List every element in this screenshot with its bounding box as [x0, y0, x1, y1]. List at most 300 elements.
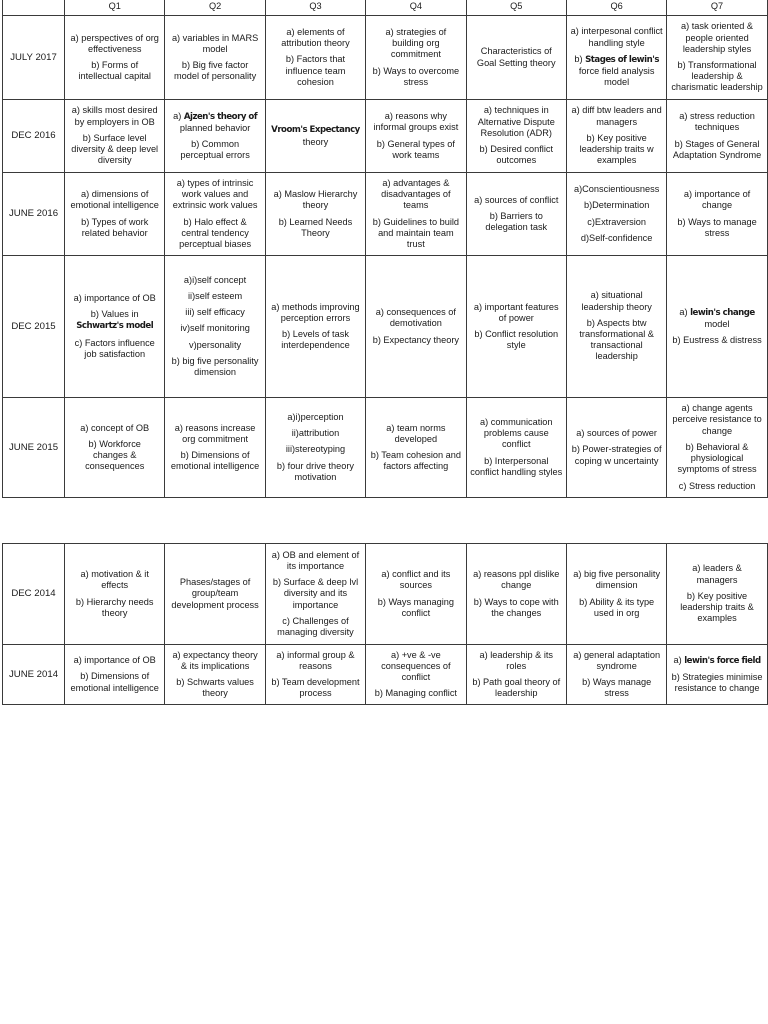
emphasized-text: lewin's force field	[684, 655, 761, 666]
cell-line: force field analysis	[578, 66, 655, 77]
question-cell-q3	[265, 544, 365, 645]
cell-line: a) leaders &	[692, 563, 742, 574]
cell-line: motivation	[294, 471, 337, 482]
cell-line: a) change agents	[681, 403, 753, 414]
cell-line: a) elements of	[286, 26, 345, 37]
header-q4: Q4	[366, 0, 466, 16]
cell-line: interdependence	[281, 340, 350, 351]
cell-line: a) methods improving	[271, 301, 360, 312]
cell-line: b) Hierarchy needs	[75, 596, 154, 607]
cell-line: changes &	[92, 450, 137, 460]
header-corner	[3, 0, 65, 16]
question-cell-q4	[366, 16, 466, 100]
emphasized-text: Vroom's Expectancy	[271, 125, 360, 136]
cell-line: dimension	[595, 580, 638, 591]
topic-paragraph	[470, 329, 563, 351]
topic-paragraph	[168, 356, 261, 378]
cell-line: a) team norms	[386, 422, 446, 433]
cell-line: b) Forms of	[91, 60, 139, 70]
question-cell-q2	[165, 398, 265, 498]
question-cell-q7	[667, 398, 767, 498]
topic-paragraph	[369, 27, 462, 61]
question-cell-q6	[566, 100, 666, 173]
topic-paragraph	[68, 33, 161, 55]
topic-paragraph	[670, 563, 763, 585]
topic-paragraph	[470, 105, 563, 139]
question-cell-q1	[65, 256, 165, 398]
topic-paragraph	[269, 124, 362, 147]
cell-line: leadership	[495, 688, 538, 699]
cell-line: charismatic leadership	[671, 82, 763, 93]
question-cell-q2	[165, 16, 265, 100]
cell-line: b) Learned Needs	[278, 216, 353, 227]
cell-line: Alternative Dispute	[477, 116, 555, 127]
cell-line: iii) self efficacy	[185, 307, 245, 318]
topic-paragraph	[168, 650, 261, 672]
cell-line: a) expectancy theory	[172, 649, 258, 660]
topic-paragraph	[269, 428, 362, 439]
cell-line	[269, 124, 362, 136]
cell-line: work teams	[392, 149, 440, 160]
cell-line: job satisfaction	[84, 348, 146, 359]
question-cell-q7	[667, 544, 767, 645]
cell-line: leadership styles	[682, 43, 752, 54]
topic-paragraph	[470, 597, 563, 619]
cell-line: emotional intelligence	[170, 461, 260, 472]
topic-paragraph	[670, 442, 763, 476]
question-cell-q2	[165, 256, 265, 398]
topic-paragraph	[168, 307, 261, 318]
cell-line: b) Eustress & distress	[672, 335, 762, 346]
exam-date-cell: JUNE 2014	[3, 645, 65, 705]
topic-paragraph	[470, 456, 563, 478]
cell-line: a) perspectives of org	[70, 32, 159, 43]
cell-line: b) Team development	[271, 677, 360, 687]
question-cell-q1	[65, 398, 165, 498]
cell-line: Goal Setting theory	[476, 57, 556, 68]
topic-paragraph	[68, 293, 161, 304]
cell-line: b) Factors that	[285, 54, 346, 65]
topic-paragraph	[369, 569, 462, 591]
question-cell-q3	[265, 256, 365, 398]
cell-line: handling style	[588, 37, 645, 48]
cell-line: perceive resistance to	[672, 414, 762, 425]
cell-line: b) Types of work	[81, 216, 149, 227]
cell-line: a) big five personality	[573, 569, 661, 580]
cell-line: conflict handling styles	[470, 466, 563, 477]
emphasized-text: Schwartz's model	[76, 321, 154, 332]
question-cell-q3	[265, 173, 365, 256]
header-row	[3, 0, 768, 16]
question-cell-q5	[466, 544, 566, 645]
cell-line: a) importance of OB	[73, 292, 156, 303]
topic-paragraph	[470, 195, 563, 206]
cell-line: informal groups exist	[373, 122, 459, 133]
cell-line: a) conflict and its	[381, 569, 451, 580]
cell-line: roles	[506, 660, 527, 671]
emphasized-text: Ajzen's theory of	[183, 111, 258, 122]
cell-line: theory	[302, 136, 329, 147]
topic-paragraph	[369, 688, 462, 699]
cell-line: b) Common	[191, 139, 240, 149]
topic-paragraph	[269, 217, 362, 239]
question-cell-q1	[65, 645, 165, 705]
cell-line: org commitment	[182, 433, 249, 444]
cell-line: style	[506, 340, 526, 351]
table-row	[3, 256, 768, 398]
topic-paragraph	[670, 655, 763, 667]
topic-paragraph	[470, 211, 563, 233]
exam-date-cell: DEC 2014	[3, 544, 65, 645]
cell-line: b) Ability & its type	[579, 596, 655, 607]
topic-paragraph	[369, 139, 462, 161]
topic-paragraph	[68, 189, 161, 211]
cell-line: b) Aspects btw	[586, 317, 647, 328]
topic-paragraph	[168, 450, 261, 472]
cell-line: diversity	[97, 155, 132, 166]
cell-line: model	[704, 318, 730, 329]
header-q6: Q6	[566, 0, 666, 16]
cell-line: group/team	[191, 588, 239, 599]
cell-line: b) Dimensions of	[180, 450, 250, 460]
question-cell-q6	[566, 645, 666, 705]
topic-paragraph	[269, 577, 362, 611]
cell-line: b) Surface & deep lvl	[272, 577, 359, 588]
cell-line: b) Team cohesion and	[370, 450, 461, 460]
topic-paragraph	[369, 307, 462, 329]
question-cell-q3	[265, 100, 365, 173]
cell-line: a) communication	[480, 416, 553, 427]
topic-paragraph	[168, 111, 261, 134]
cell-line: leadership	[595, 351, 638, 362]
cell-line: Resolution (ADR)	[480, 127, 552, 138]
cell-line: work values and	[181, 189, 249, 200]
cell-line: by employers in OB	[74, 116, 155, 127]
cell-line: emotional intelligence	[70, 200, 159, 211]
question-cell-q7	[667, 16, 767, 100]
cell-line: b) Ways managing	[377, 596, 454, 607]
topic-paragraph	[670, 672, 763, 694]
cell-line: outcomes	[496, 155, 537, 166]
cell-line: a) reasons why	[384, 111, 448, 122]
cell-line: b) Stages of lewin's	[574, 53, 659, 65]
question-cell-q4	[366, 100, 466, 173]
cell-line: a) OB and element of	[271, 549, 360, 560]
topic-paragraph	[570, 318, 663, 363]
cell-line: conflict	[501, 439, 531, 450]
cell-line: transactional	[590, 340, 643, 351]
cell-line: b) Conflict resolution	[474, 329, 559, 339]
cell-line: examples	[697, 613, 737, 624]
cell-line: commitment	[390, 49, 441, 60]
cell-line: a) stress reduction	[679, 111, 755, 122]
exam-date-cell: JUNE 2016	[3, 173, 65, 256]
topic-paragraph	[168, 323, 261, 334]
question-cell-q2	[165, 173, 265, 256]
question-cell-q5	[466, 256, 566, 398]
topic-paragraph	[570, 597, 663, 619]
cell-line: a) +ve & -ve	[390, 649, 441, 660]
table-row	[3, 16, 768, 100]
topic-paragraph	[68, 655, 161, 666]
question-cell-q6	[566, 544, 666, 645]
cell-line: coping w uncertainty	[574, 455, 659, 466]
cell-line: Adaptation Syndrome	[672, 149, 762, 160]
question-cell-q4	[366, 173, 466, 256]
cell-line: a) sources of conflict	[474, 194, 559, 205]
cell-line: b) Managing conflict	[374, 688, 457, 699]
exam-date-cell: JULY 2017	[3, 16, 65, 100]
cell-line: b) Ways to overcome	[372, 65, 460, 76]
cell-line: model	[202, 43, 228, 54]
cell-line: leadership theory	[581, 301, 652, 312]
topic-paragraph	[369, 650, 462, 684]
table-row	[3, 173, 768, 256]
cell-line: & its implications	[180, 660, 250, 671]
topic-paragraph	[670, 403, 763, 437]
topic-paragraph	[670, 111, 763, 133]
cell-line: people oriented	[685, 32, 749, 43]
cell-line: teams	[403, 200, 429, 211]
question-cell-q5	[466, 173, 566, 256]
cell-line: Phases/stages of	[179, 577, 251, 588]
cell-line: b) Key positive	[686, 590, 748, 601]
topic-paragraph	[570, 105, 663, 127]
cell-line: b)Determination	[583, 200, 650, 211]
cell-line: b) Ways manage	[582, 677, 652, 687]
cell-line: ii)self esteem	[188, 290, 243, 301]
topic-paragraph	[570, 26, 663, 48]
cell-line: leadership traits w	[579, 144, 654, 155]
topic-paragraph	[470, 677, 563, 699]
cell-line: managers	[696, 574, 738, 585]
cell-line: influence team	[285, 65, 346, 76]
cell-line: intellectual capital	[78, 71, 151, 82]
topic-paragraph	[68, 309, 161, 332]
topic-paragraph	[168, 60, 261, 82]
cell-line: Theory	[301, 227, 330, 238]
exam-topics-table-2015-2017	[2, 0, 768, 498]
cell-line: a) reasons ppl dislike	[473, 569, 560, 580]
cell-line: leadership &	[691, 71, 743, 82]
topic-paragraph	[670, 591, 763, 625]
cell-line: extrinsic work values	[172, 200, 258, 211]
cell-line: symptoms of stress	[677, 464, 757, 475]
question-cell-q2	[165, 645, 265, 705]
cell-line: c) Challenges of	[282, 615, 349, 626]
header-q3: Q3	[265, 0, 365, 16]
cell-line: a) Ajzen's theory of	[173, 110, 258, 122]
cell-line: problems cause	[483, 428, 549, 439]
question-cell-q2	[165, 100, 265, 173]
topic-paragraph	[168, 178, 261, 212]
cell-line: a) techniques in	[483, 105, 549, 116]
topic-paragraph	[369, 111, 462, 133]
cell-line: perception errors	[280, 312, 351, 323]
cell-line: ii)attribution	[291, 428, 340, 439]
topic-paragraph	[269, 329, 362, 351]
cell-line: reasons	[299, 660, 332, 671]
cell-line: d)Self-confidence	[580, 232, 653, 243]
topic-paragraph	[168, 340, 261, 351]
header-q5: Q5	[466, 0, 566, 16]
question-cell-q4	[366, 256, 466, 398]
cell-line: demotivation	[389, 318, 442, 329]
cell-line: a) consequences of	[375, 307, 456, 318]
topic-paragraph	[269, 27, 362, 49]
cell-line: physiological	[690, 453, 744, 464]
cell-line: importance	[292, 599, 339, 610]
cell-line: leadership traits &	[680, 602, 754, 613]
question-cell-q6	[566, 256, 666, 398]
topic-paragraph	[670, 335, 763, 346]
topic-paragraph	[570, 444, 663, 466]
cell-line: attribution theory	[281, 38, 350, 49]
cell-line: c)Extraversion	[587, 216, 646, 227]
question-cell-q7	[667, 256, 767, 398]
topic-paragraph	[470, 144, 563, 166]
topic-paragraph	[168, 139, 261, 161]
cell-line: b) Strategies minimise	[671, 671, 763, 682]
cell-line: change	[701, 200, 733, 211]
cell-line: a) reasons increase	[174, 422, 256, 433]
topic-paragraph	[369, 335, 462, 346]
topic-paragraph	[570, 133, 663, 167]
question-cell-q1	[65, 16, 165, 100]
header-q1: Q1	[65, 0, 165, 16]
cell-line: cohesion	[297, 76, 334, 87]
question-cell-q4	[366, 398, 466, 498]
cell-line: change	[701, 425, 733, 436]
cell-line: conflict	[401, 607, 431, 618]
question-cell-q6	[566, 16, 666, 100]
topic-paragraph	[68, 439, 161, 473]
cell-line: b) Halo effect &	[183, 216, 247, 227]
topic-paragraph	[68, 133, 161, 167]
topic-paragraph	[68, 671, 161, 693]
question-cell-q7	[667, 173, 767, 256]
cell-line: b) Workforce	[88, 438, 141, 449]
cell-line: b) Desired conflict	[479, 144, 554, 155]
table-row	[3, 100, 768, 173]
table-body-2014	[3, 544, 768, 705]
cell-line: b) Interpersonal	[484, 455, 549, 466]
cell-line: theory	[302, 200, 329, 211]
cell-line: a) motivation & it	[80, 569, 149, 580]
question-cell-q5	[466, 645, 566, 705]
header-q2: Q2	[165, 0, 265, 16]
cell-line: stress	[604, 688, 629, 699]
topic-paragraph	[68, 569, 161, 591]
cell-line: change	[501, 580, 532, 591]
cell-line: used in org	[593, 607, 640, 618]
cell-line: a) lewin's change	[679, 306, 755, 318]
cell-line: b) Barriers to	[489, 210, 543, 221]
topic-paragraph	[470, 650, 563, 672]
topic-paragraph	[68, 597, 161, 619]
cell-line: resistance to change	[674, 683, 760, 694]
cell-line: effects	[101, 580, 129, 591]
cell-line: building org	[392, 38, 440, 49]
question-cell-q6	[566, 173, 666, 256]
question-cell-q4	[366, 645, 466, 705]
cell-line: b) Transformational	[677, 60, 757, 70]
emphasized-text: lewin's change	[690, 307, 755, 318]
topic-paragraph	[670, 21, 763, 55]
table-row	[3, 645, 768, 705]
topic-paragraph	[670, 481, 763, 492]
cell-line: a) diff btw leaders and	[571, 105, 662, 116]
topic-paragraph	[168, 217, 261, 251]
topic-paragraph	[570, 184, 663, 195]
cell-line: perceptual biases	[179, 238, 252, 249]
exam-topics-table-2014	[2, 543, 768, 705]
topic-paragraph	[369, 423, 462, 445]
topic-paragraph	[570, 290, 663, 312]
cell-line: a) important features	[473, 301, 559, 312]
cell-line: a)i)self concept	[183, 274, 247, 285]
cell-line: syndrome	[596, 660, 637, 671]
cell-line: model	[604, 77, 630, 88]
cell-line: b) Ways to cope with	[473, 596, 559, 607]
topic-paragraph	[369, 450, 462, 472]
topic-paragraph	[68, 105, 161, 127]
cell-line: disadvantages of	[381, 189, 451, 200]
cell-line: b) Big five factor	[181, 60, 249, 70]
topic-paragraph	[168, 33, 261, 55]
cell-line: planned behavior	[179, 122, 251, 133]
topic-paragraph	[269, 302, 362, 324]
cell-line: a) sources of power	[576, 428, 657, 439]
cell-line: of power	[498, 312, 534, 323]
topic-paragraph	[670, 307, 763, 330]
table-row	[3, 544, 768, 645]
cell-line: b) Key positive	[586, 132, 647, 143]
cell-line: related behavior	[81, 227, 148, 238]
topic-paragraph	[269, 650, 362, 672]
cell-line: emotional intelligence	[70, 682, 159, 693]
topic-paragraph	[168, 291, 261, 302]
cell-line: b) Levels of task	[282, 329, 349, 339]
topic-paragraph	[670, 139, 763, 161]
topic-paragraph	[470, 302, 563, 324]
topic-paragraph	[369, 217, 462, 251]
cell-line: trust	[406, 238, 425, 249]
cell-line: stress	[403, 76, 429, 87]
cell-line: b) Stages of General	[674, 138, 760, 149]
exam-date-cell: JUNE 2015	[3, 398, 65, 498]
question-cell-q3	[265, 645, 365, 705]
question-cell-q7	[667, 100, 767, 173]
cell-line: v)personality	[189, 339, 242, 350]
topic-paragraph	[68, 338, 161, 360]
topic-paragraph	[269, 461, 362, 483]
cell-line: managing diversity	[277, 627, 354, 637]
cell-line: a) concept of OB	[80, 422, 150, 433]
topic-paragraph	[670, 217, 763, 239]
question-cell-q2	[165, 544, 265, 645]
question-cell-q1	[65, 544, 165, 645]
cell-line: conflict	[401, 672, 431, 682]
topic-paragraph	[570, 200, 663, 211]
topic-paragraph	[269, 616, 362, 638]
cell-line: b) four drive theory	[276, 460, 355, 471]
cell-line: transformational &	[579, 329, 654, 339]
cell-line: c) Factors influence	[74, 337, 155, 348]
cell-line: b) Schwarts values	[176, 677, 254, 687]
question-cell-q4	[366, 544, 466, 645]
emphasized-text: Stages of lewin's	[585, 54, 659, 65]
